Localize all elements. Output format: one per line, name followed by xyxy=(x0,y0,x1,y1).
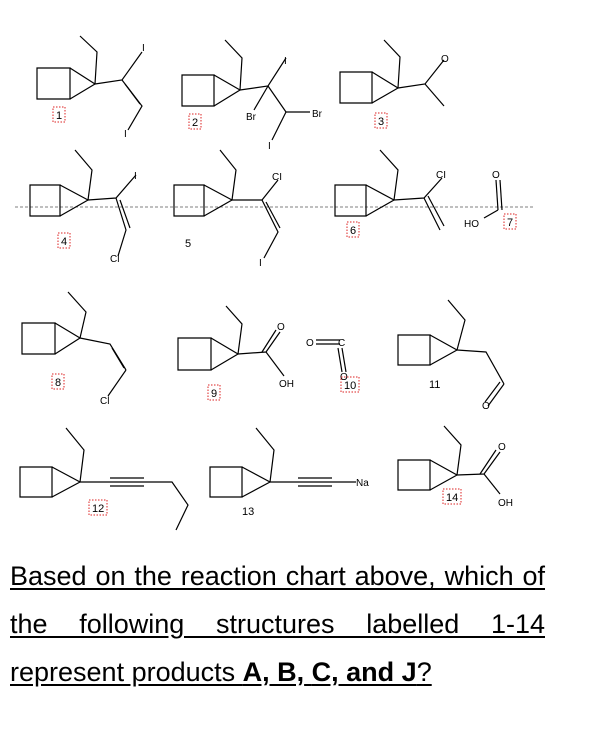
structure-label-8: 8 xyxy=(55,377,62,389)
atom-label: Br xyxy=(312,109,322,120)
atom-label: O xyxy=(492,170,500,181)
structure-label-3: 3 xyxy=(378,116,385,128)
atom-label: OH xyxy=(498,498,513,509)
structure-label-1: 1 xyxy=(56,110,63,122)
structure-2 xyxy=(182,40,310,140)
atom-label: O xyxy=(441,54,449,65)
atom-label: I xyxy=(284,56,287,67)
structure-label-4: 4 xyxy=(61,236,68,248)
atom-label: C xyxy=(338,338,346,349)
structure-7 xyxy=(484,180,502,218)
structure-label-7: 7 xyxy=(507,217,514,229)
atom-label: O xyxy=(340,372,348,383)
atom-label: O xyxy=(277,322,285,333)
atom-label: I xyxy=(268,141,271,152)
atom-label: I xyxy=(134,171,137,182)
atom-label: Cl xyxy=(100,396,110,407)
atom-label: O xyxy=(482,401,490,412)
structure-label-9: 9 xyxy=(211,388,218,400)
atom-label: O xyxy=(498,442,506,453)
structure-label-11: 11 xyxy=(429,379,441,391)
atom-label: Na xyxy=(356,478,369,489)
structure-9 xyxy=(178,306,284,376)
structure-6 xyxy=(335,150,444,230)
structure-13 xyxy=(210,428,356,497)
structure-14 xyxy=(398,426,500,494)
question-text xyxy=(10,552,545,696)
structure-label-14: 14 xyxy=(446,492,459,504)
structure-3 xyxy=(340,40,444,106)
atom-label: Cl xyxy=(110,254,120,265)
question-end: ? xyxy=(416,657,432,687)
structure-11 xyxy=(398,300,504,406)
structure-label-13: 13 xyxy=(242,506,255,518)
structure-label-6: 6 xyxy=(350,225,357,237)
atom-label: I xyxy=(142,43,145,54)
structure-label-5: 5 xyxy=(185,238,192,250)
atom-label: CI xyxy=(272,172,282,183)
question-part: Based on the reaction chart above, which of the following structures labelled 1-14 represent products xyxy=(10,561,545,687)
structure-label-10: 10 xyxy=(344,380,357,392)
atom-label: Br xyxy=(246,112,256,123)
atom-label: O xyxy=(306,338,314,349)
question-bold-part: A, B, xyxy=(242,657,305,687)
atom-label: CI xyxy=(436,170,446,181)
atom-label: I xyxy=(259,258,262,269)
question-space xyxy=(304,657,312,687)
structure-4 xyxy=(30,150,136,256)
structure-8 xyxy=(22,292,126,396)
structure-label-12: 12 xyxy=(92,503,105,515)
question-bold-part: C, and J xyxy=(311,657,417,687)
atom-label: OH xyxy=(279,379,294,390)
structure-label-2: 2 xyxy=(192,117,199,129)
atom-label: HO xyxy=(464,219,479,230)
atom-label: I xyxy=(124,129,127,140)
